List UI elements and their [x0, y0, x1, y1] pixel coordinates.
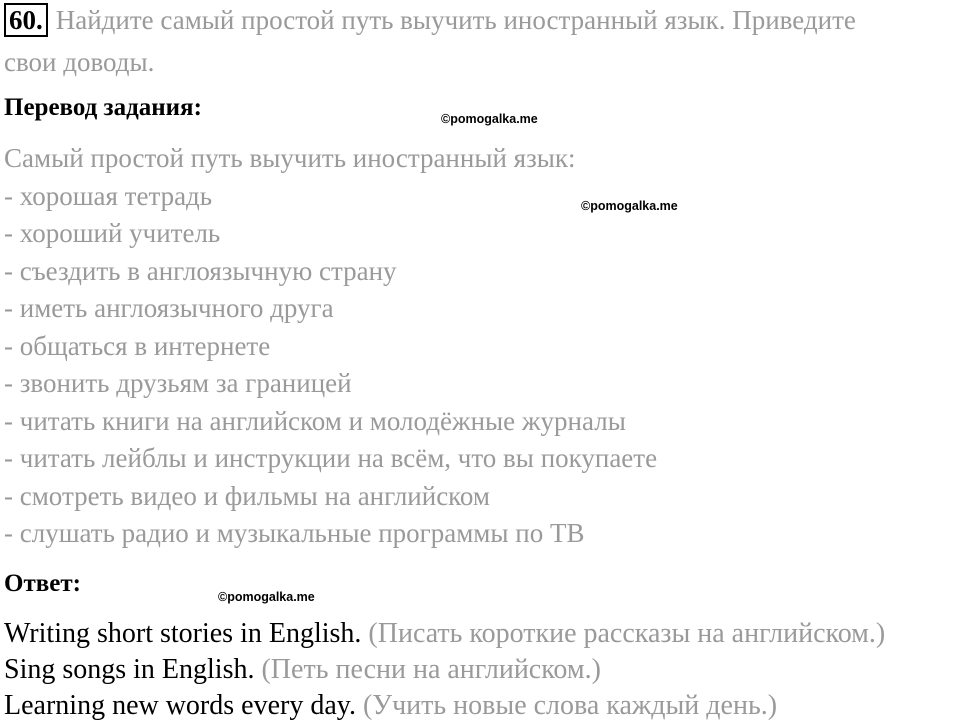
answer-line [4, 652, 885, 688]
watermark-3: ©pomogalka.me [218, 590, 315, 604]
answer-heading: Ответ: [4, 570, 81, 597]
translation-item: - общаться в интернете [4, 330, 271, 361]
answer-english: Learning new words every day. [4, 690, 356, 721]
translation-item: - звонить друзьям за границей [4, 368, 352, 398]
translation-item: - читать лейблы и инструкции на всём, что вы покупаете [4, 443, 658, 473]
translation-intro: Самый простой путь выучить иностранный язык: [4, 143, 576, 173]
translation-heading: Перевод задания: [4, 94, 202, 121]
translation-item: - слушать радио и музыкальные программы по ТВ [4, 518, 585, 548]
translation-list [4, 140, 657, 553]
answer-russian: (Петь песни на английском.) [261, 654, 601, 685]
task-text-line-2: свои доводы. [4, 47, 155, 77]
watermark-2: ©pomogalka.me [581, 199, 678, 213]
task-number-box: 60. [4, 3, 48, 37]
translation-item: - съездить в англоязычную страну [4, 255, 397, 286]
answer-line [4, 688, 885, 724]
answer-english: Sing songs in English. [4, 654, 255, 685]
task-statement-line-1 [4, 2, 856, 38]
translation-item: - хорошая тетрадь [4, 180, 213, 211]
task-text-line-1: Найдите самый простой путь выучить иностранный язык. Приведите [55, 5, 856, 35]
translation-item: - иметь англоязычного друга [4, 293, 334, 323]
answer-line [4, 616, 885, 652]
answer-list [4, 616, 885, 724]
answer-english: Writing short stories in English. [4, 618, 362, 649]
translation-item: - читать книги на английском и молодёжные журналы [4, 405, 626, 436]
watermark-1: ©pomogalka.me [441, 112, 538, 126]
answer-russian: (Писать короткие рассказы на английском.) [368, 618, 886, 649]
translation-item: - смотреть видео и фильмы на английском [4, 480, 490, 511]
translation-item: - хороший учитель [4, 218, 221, 248]
answer-russian: (Учить новые слова каждый день.) [362, 690, 778, 721]
